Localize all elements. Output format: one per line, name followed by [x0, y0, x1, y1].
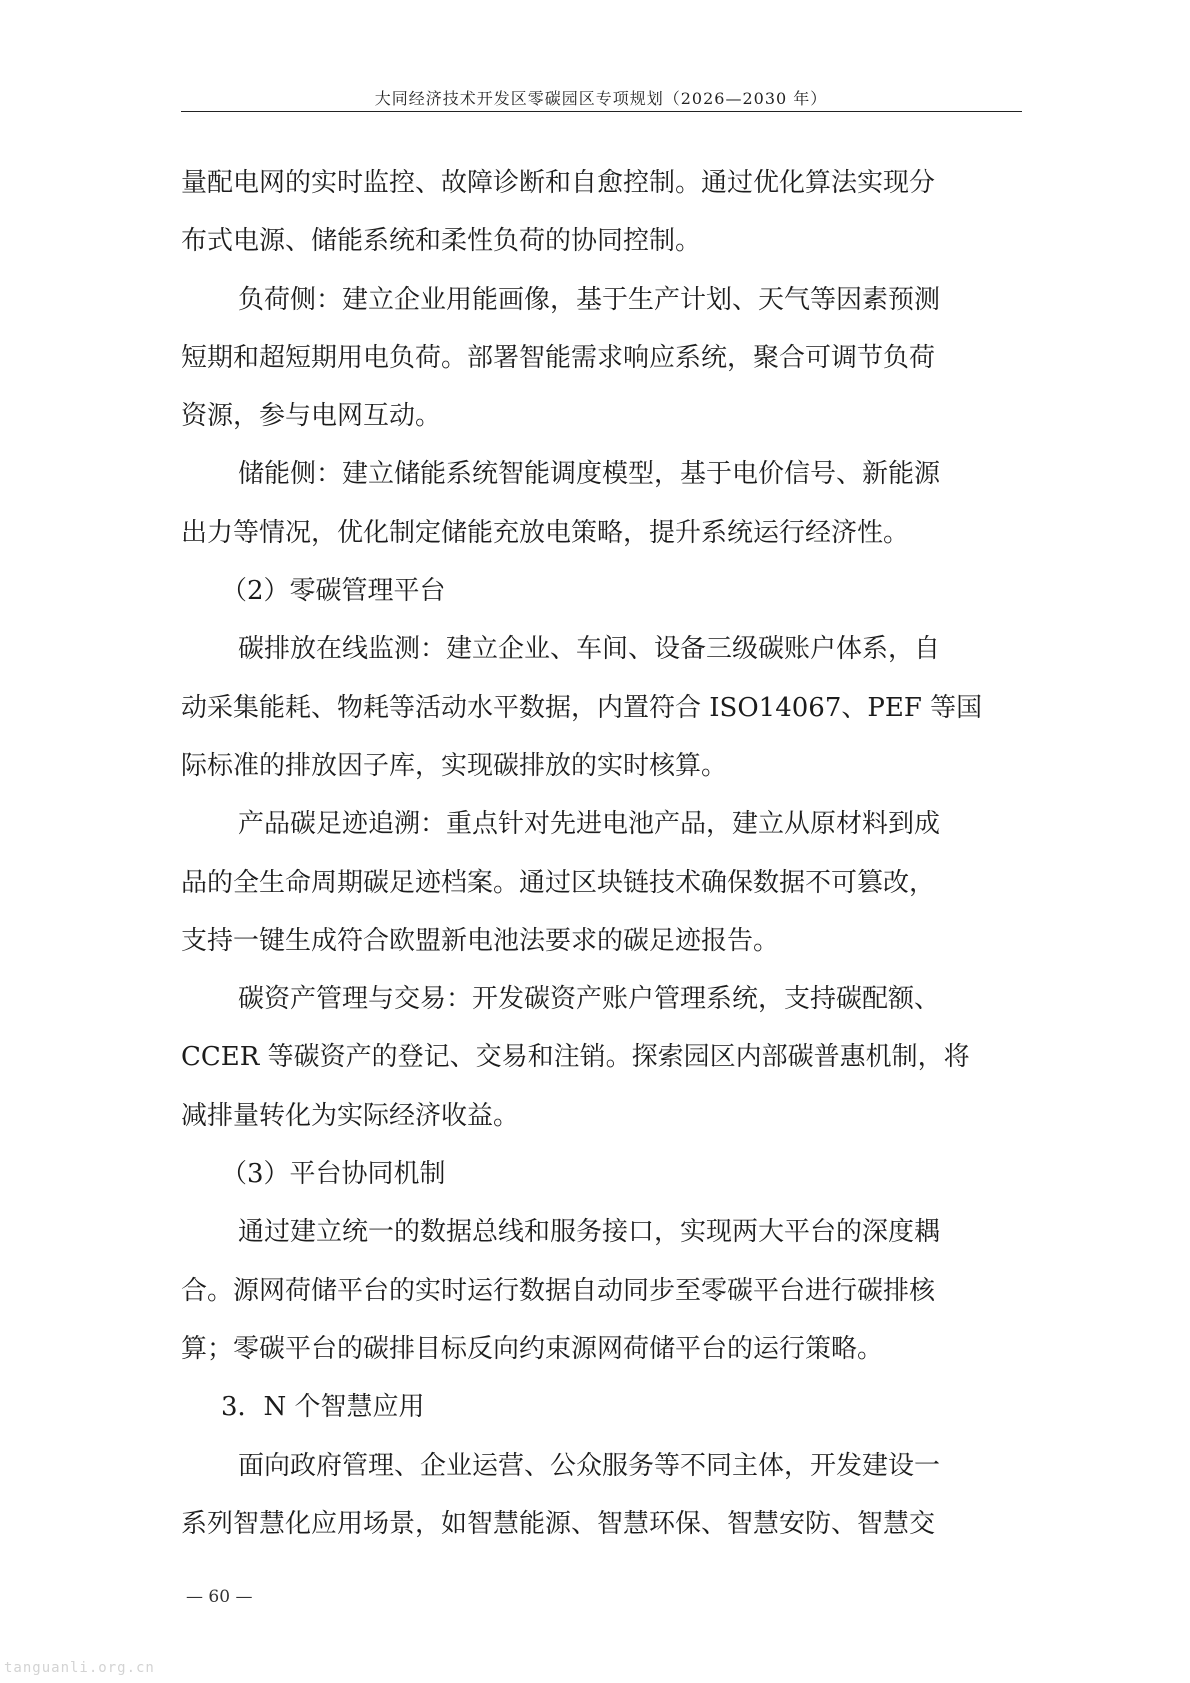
- text-line: 出力等情况，优化制定储能充放电策略，提升系统运行经济性。: [181, 517, 910, 548]
- paragraph-line: 产品碳足迹追溯：重点针对先进电池产品，建立从原材料到成: [238, 809, 941, 840]
- text-line: CCER 等碳资产的登记、交易和注销。探索园区内部碳普惠机制，将: [181, 1042, 970, 1073]
- text-line: 资源，参与电网互动。: [181, 401, 442, 432]
- text-line: 布式电源、储能系统和柔性负荷的协同控制。: [181, 226, 702, 257]
- page-number: — 60 —: [186, 1587, 253, 1607]
- paragraph-line: 碳资产管理与交易：开发碳资产账户管理系统，支持碳配额、: [238, 984, 941, 1015]
- text-line: 际标准的排放因子库，实现碳排放的实时核算。: [181, 750, 728, 781]
- section-heading: （3）平台协同机制: [221, 1159, 446, 1190]
- paragraph-line: 碳排放在线监测：建立企业、车间、设备三级碳账户体系，自: [238, 634, 941, 665]
- text-line: 合。源网荷储平台的实时运行数据自动同步至零碳平台进行碳排核: [181, 1275, 936, 1306]
- paragraph-line: 面向政府管理、企业运营、公众服务等不同主体，开发建设一: [238, 1450, 941, 1481]
- text-line: 短期和超短期用电负荷。部署智能需求响应系统，聚合可调节负荷: [181, 342, 936, 373]
- text-line: 量配电网的实时监控、故障诊断和自愈控制。通过优化算法实现分: [181, 168, 936, 198]
- watermark-text: tanguanli.org.cn: [4, 1660, 155, 1676]
- header-divider: [181, 111, 1022, 112]
- text-line: 系列智慧化应用场景，如智慧能源、智慧环保、智慧安防、智慧交: [181, 1508, 936, 1539]
- text-line: 品的全生命周期碳足迹档案。通过区块链技术确保数据不可篡改，: [181, 867, 936, 898]
- running-header: 大同经济技术开发区零碳园区专项规划（2026—2030 年）: [374, 89, 828, 108]
- section-heading: 3．N 个智慧应用: [221, 1392, 425, 1423]
- text-line: 算；零碳平台的碳排目标反向约束源网荷储平台的运行策略。: [181, 1333, 884, 1364]
- paragraph-line: 负荷侧：建立企业用能画像，基于生产计划、天气等因素预测: [238, 284, 941, 315]
- section-heading: （2）零碳管理平台: [221, 576, 446, 607]
- paragraph-line: 储能侧：建立储能系统智能调度模型，基于电价信号、新能源: [238, 459, 941, 490]
- text-line: 支持一键生成符合欧盟新电池法要求的碳足迹报告。: [181, 925, 780, 956]
- text-line: 减排量转化为实际经济收益。: [181, 1100, 520, 1131]
- paragraph-line: 通过建立统一的数据总线和服务接口，实现两大平台的深度耦: [238, 1217, 941, 1248]
- text-line: 动采集能耗、物耗等活动水平数据，内置符合 ISO14067、PEF 等国: [181, 692, 983, 723]
- body-text: [181, 154, 1022, 1553]
